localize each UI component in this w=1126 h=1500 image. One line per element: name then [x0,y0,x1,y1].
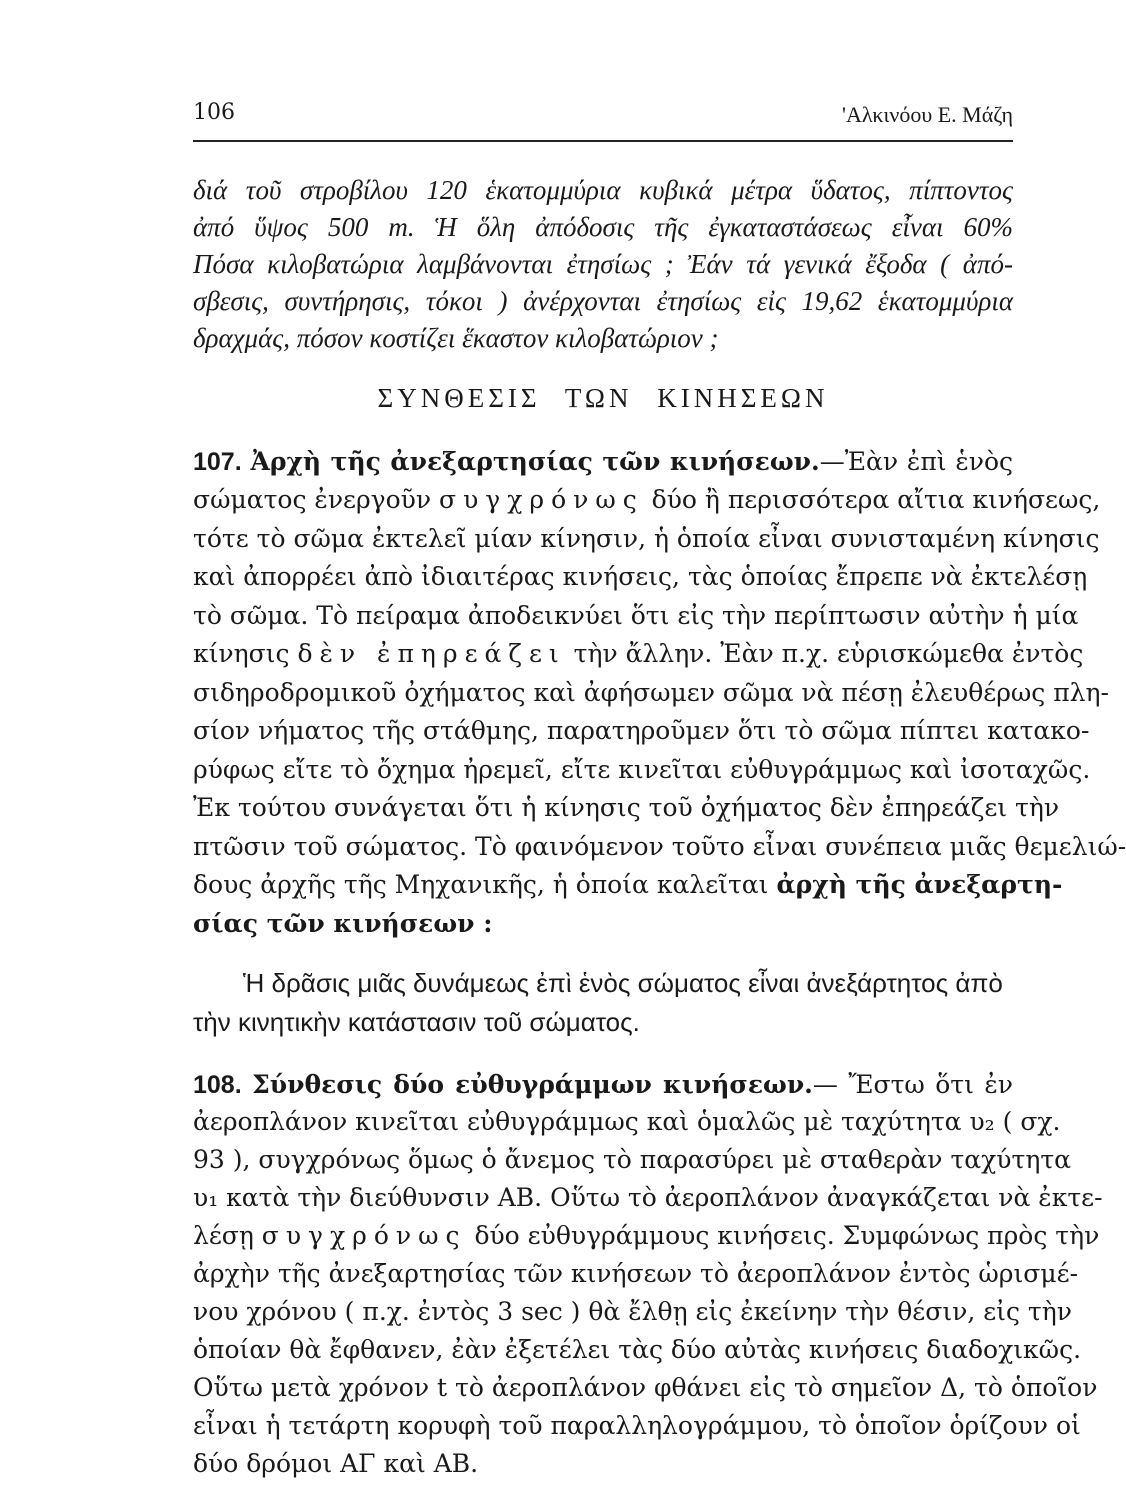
text-span: δους ἀρχῆς τῆς Μηχανικῆς, ἡ ὁποία καλεῖται [193,870,769,899]
section-text: — Ἔστω ὅτι ἐν [812,1070,1013,1099]
text-span: τὴν ἄλλην. Ἐὰν π.χ. εὑρισκώμεθα ἐντὸς [573,639,1084,668]
section-107-line: καὶ ἀπορρέει ἀπὸ ἰδιαιτέρας κινήσεις, τὰς ὁποίας ἔπρεπε νὰ ἐκτελέσῃ [193,562,1088,591]
section-108-line: εἶναι ἡ τετάρτη κορυφὴ τοῦ παραλληλογράμμου, τὸ ὁποῖον ὁρίζουν οἱ [193,1411,1081,1440]
section-108-line: δύο δρόμοι ΑΓ καὶ ΑΒ. [193,1449,479,1478]
section-107-line [193,634,1084,674]
text-span: λέσῃ [193,1221,254,1250]
problem-line: διά τοῦ στροβίλου 120 ἑκατομμύρια κυβικά μέτρα ὕδατος, πίπτοντος [193,175,1013,205]
spaced-emphasis: δὲν ἐπηρεάζει [297,639,566,668]
principle-statement-line: Ἡ δρᾶσις μιᾶς δυνάμεως ἐπὶ ἑνὸς σώματος εἶναι ἀνεξάρτητος ἀπὸ [243,968,1003,998]
problem-line: ἀπό ὕψος 500 m. Ἡ ὅλη ἀπόδοσις τῆς ἐγκαταστάσεως εἶναι 60% [193,212,1013,242]
spaced-emphasis: συγχρόνως [439,485,644,514]
section-108-line: ἀεροπλάνον κινεῖται εὐθυγράμμως καὶ ὁμαλῶς μὲ ταχύτητα υ₂ ( σχ. [193,1107,1061,1136]
page-number: 106 [193,100,235,125]
problem-line: σβεσις, συντήρησις, τόκοι ) ἀνέρχονται ἐτησίως εἰς 19,62 ἑκατομμύρια [193,286,1013,316]
page-header [193,100,1013,140]
section-text: —Ἐὰν ἐπὶ ἑνὸς [819,447,1013,476]
section-number: 107. [193,448,242,476]
spaced-emphasis: συγχρόνως [261,1221,467,1250]
section-108-line: νου χρόνου ( π.χ. ἐντὸς 3 sec ) θὰ ἔλθῃ εἰς ἐκείνην τὴν θέσιν, εἰς τὴν [193,1297,1072,1326]
section-108-line: ἀρχὴν τῆς ἀνεξαρτησίας τῶν κινήσεων τὸ ἀεροπλάνον ἐντὸς ὡρισμέ- [193,1259,1079,1288]
section-108-line [193,1216,1100,1256]
section-107-line: πτῶσιν τοῦ σώματος. Τὸ φαινόμενον τοῦτο εἶναι συνέπεια μιᾶς θεμελιώ- [193,832,1126,861]
section-107-line: σιδηροδρομικοῦ ὀχήματος καὶ ἀφήσωμεν σῶμα νὰ πέσῃ ἐλευθέρως πλη- [193,678,1109,707]
section-108-title-line [193,1065,1013,1105]
principle-name: σίας τῶν κινήσεων : [193,909,493,938]
text-span: δύο ἢ περισσότερα αἴτια κινήσεως, [651,485,1101,514]
principle-name: ἀρχὴ τῆς ἀνεξαρτη- [776,870,1063,899]
text-span: σώματος ἐνεργοῦν [193,485,432,514]
section-108-line: ὁποίαν θὰ ἔφθανεν, ἐὰν ἐξετέλει τὰς δύο αὐτὰς κινήσεις διαδοχικῶς. [193,1335,1082,1364]
section-107-line [193,904,1013,944]
running-head: 'Αλκινόου Ε. Μάζη [842,102,1013,127]
text-span: κίνησις [193,639,290,668]
section-108-line: υ₁ κατὰ τὴν διεύθυνσιν ΑΒ. Οὕτω τὸ ἀεροπλάνον ἀναγκάζεται νὰ ἐκτε- [193,1183,1103,1212]
section-107-line: σίον νήματος τῆς στάθμης, παρατηροῦμεν ὅτι τὸ σῶμα πίπτει κατακο- [193,716,1090,745]
problem-line: Πόσα κιλοβατώρια λαμβάνονται ἐτησίως ; Ἐάν τά γενικά ἔξοδα ( ἀπό- [193,249,1013,279]
section-107-line [193,480,1101,520]
section-number: 108. [193,1071,242,1099]
section-107-line: τὸ σῶμα. Τὸ πείραμα ἀποδεικνύει ὅτι εἰς τὴν περίπτωσιν αὐτὴν ἡ μία [193,601,1079,630]
section-107-title-line [193,442,1013,482]
section-title: Σύνθεσις δύο εὐθυγράμμων κινήσεων. [252,1070,813,1099]
header-rule [193,140,1013,142]
section-107-line [193,865,1063,905]
principle-statement-line: τὴν κινητικὴν κατάστασιν τοῦ σώματος. [193,1007,640,1037]
problem-line: δραχμάς, πόσον κοστίζει ἕκαστον κιλοβατώριον ; [193,323,719,353]
section-107-line: Ἐκ τούτου συνάγεται ὅτι ἡ κίνησις τοῦ ὀχήματος δὲν ἐπηρεάζει τὴν [193,793,1060,822]
section-heading: ΣΥΝΘΕΣΙΣ ΤΩΝ ΚΙΝΗΣΕΩΝ [377,383,829,413]
section-108-line: Οὕτω μετὰ χρόνον t τὸ ἀεροπλάνον φθάνει εἰς τὸ σημεῖον Δ, τὸ ὁποῖον [193,1373,1098,1402]
section-title: Ἀρχὴ τῆς ἀνεξαρτησίας τῶν κινήσεων. [250,447,820,476]
section-108-line: 93 ), συγχρόνως ὅμως ὁ ἄνεμος τὸ παρασύρει μὲ σταθερὰν ταχύτητα [193,1145,1072,1174]
section-107-line: τότε τὸ σῶμα ἐκτελεῖ μίαν κίνησιν, ἡ ὁποία εἶναι συνισταμένη κίνησις [193,524,1100,553]
section-107-line: ρύφως εἴτε τὸ ὄχημα ἠρεμεῖ, εἴτε κινεῖται εὐθυγράμμως καὶ ἰσοταχῶς. [193,755,1091,784]
text-span: δύο εὐθυγράμμους κινήσεις. Συμφώνως πρὸς τὴν [474,1221,1100,1250]
